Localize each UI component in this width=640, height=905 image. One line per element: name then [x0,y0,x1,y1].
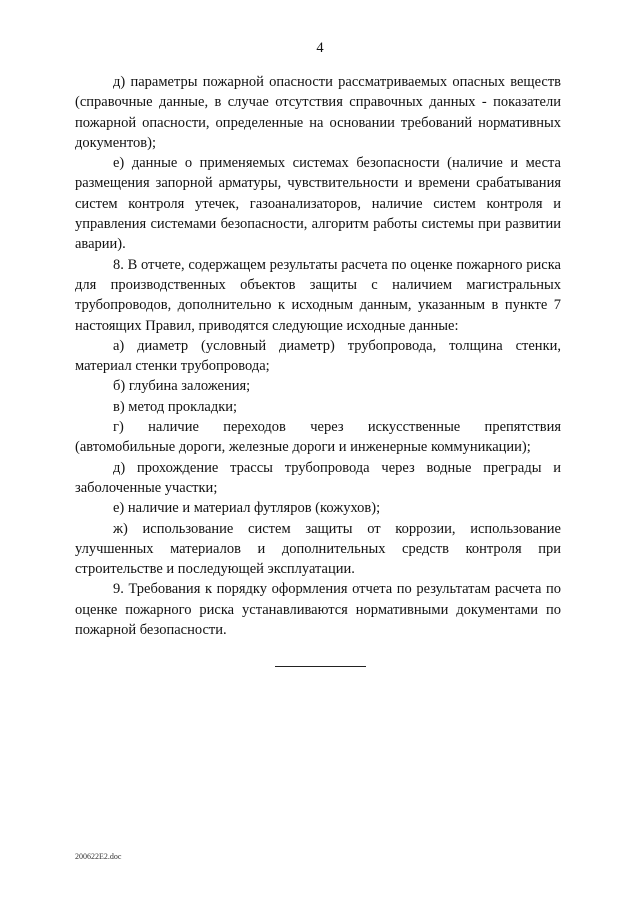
document-body [75,72,561,640]
paragraph-g-crossings: г) наличие переходов через искусственные препятствия (автомобильные дороги, железные дороги и инженерные коммуникации); [75,419,561,456]
paragraph-d-water-obstacles: д) прохождение трассы трубопровода через водные преграды и заболоченные участки; [75,459,561,496]
page-number: 4 [316,40,324,56]
end-divider [275,666,366,667]
paragraph-d-hazard-params: д) параметры пожарной опасности рассматриваемых опасных веществ (справочные данные, в случае отсутствия справочных данных - показатели пожарной опасности, определенные на основании требований нормативных документов); [75,74,561,151]
paragraph-8-pipelines: 8. В отчете, содержащем результаты расчета по оценке пожарного риска для производственных объектов защиты с наличием магистральных трубопроводов, дополнительно к исходным данным, указанным в пункте 7 настоящих Правил, приводятся следующие исходные данные: [75,256,561,334]
paragraph-a-diameter: а) диаметр (условный диаметр) трубопровода, толщина стенки, материал стенки трубопровода; [75,337,561,375]
paragraph-b-depth: б) глубина заложения; [113,378,251,395]
paragraph-v-laying-method: в) метод прокладки; [113,398,238,415]
file-name-footer: 200622E2.doc [75,852,122,861]
paragraph-e-casings: е) наличие и материал футляров (кожухов); [113,500,381,517]
paragraph-zh-corrosion: ж) использование систем защиты от коррозии, использование улучшенных материалов и дополнительных средств контроля при строительстве и последующей эксплуатации. [75,520,561,578]
paragraph-9-requirements: 9. Требования к порядку оформления отчета по результатам расчета по оценке пожарного риска устанавливаются нормативными документами по пожарной безопасности. [75,581,561,639]
paragraph-e-safety-systems: е) данные о применяемых системах безопасности (наличие и места размещения запорной арматуры, чувствительности и времени срабатывания систем контроля утечек, газоанализаторов, наличие систем контроля и управления системами безопасности, алгоритм работы системы при развитии аварии). [75,155,561,253]
